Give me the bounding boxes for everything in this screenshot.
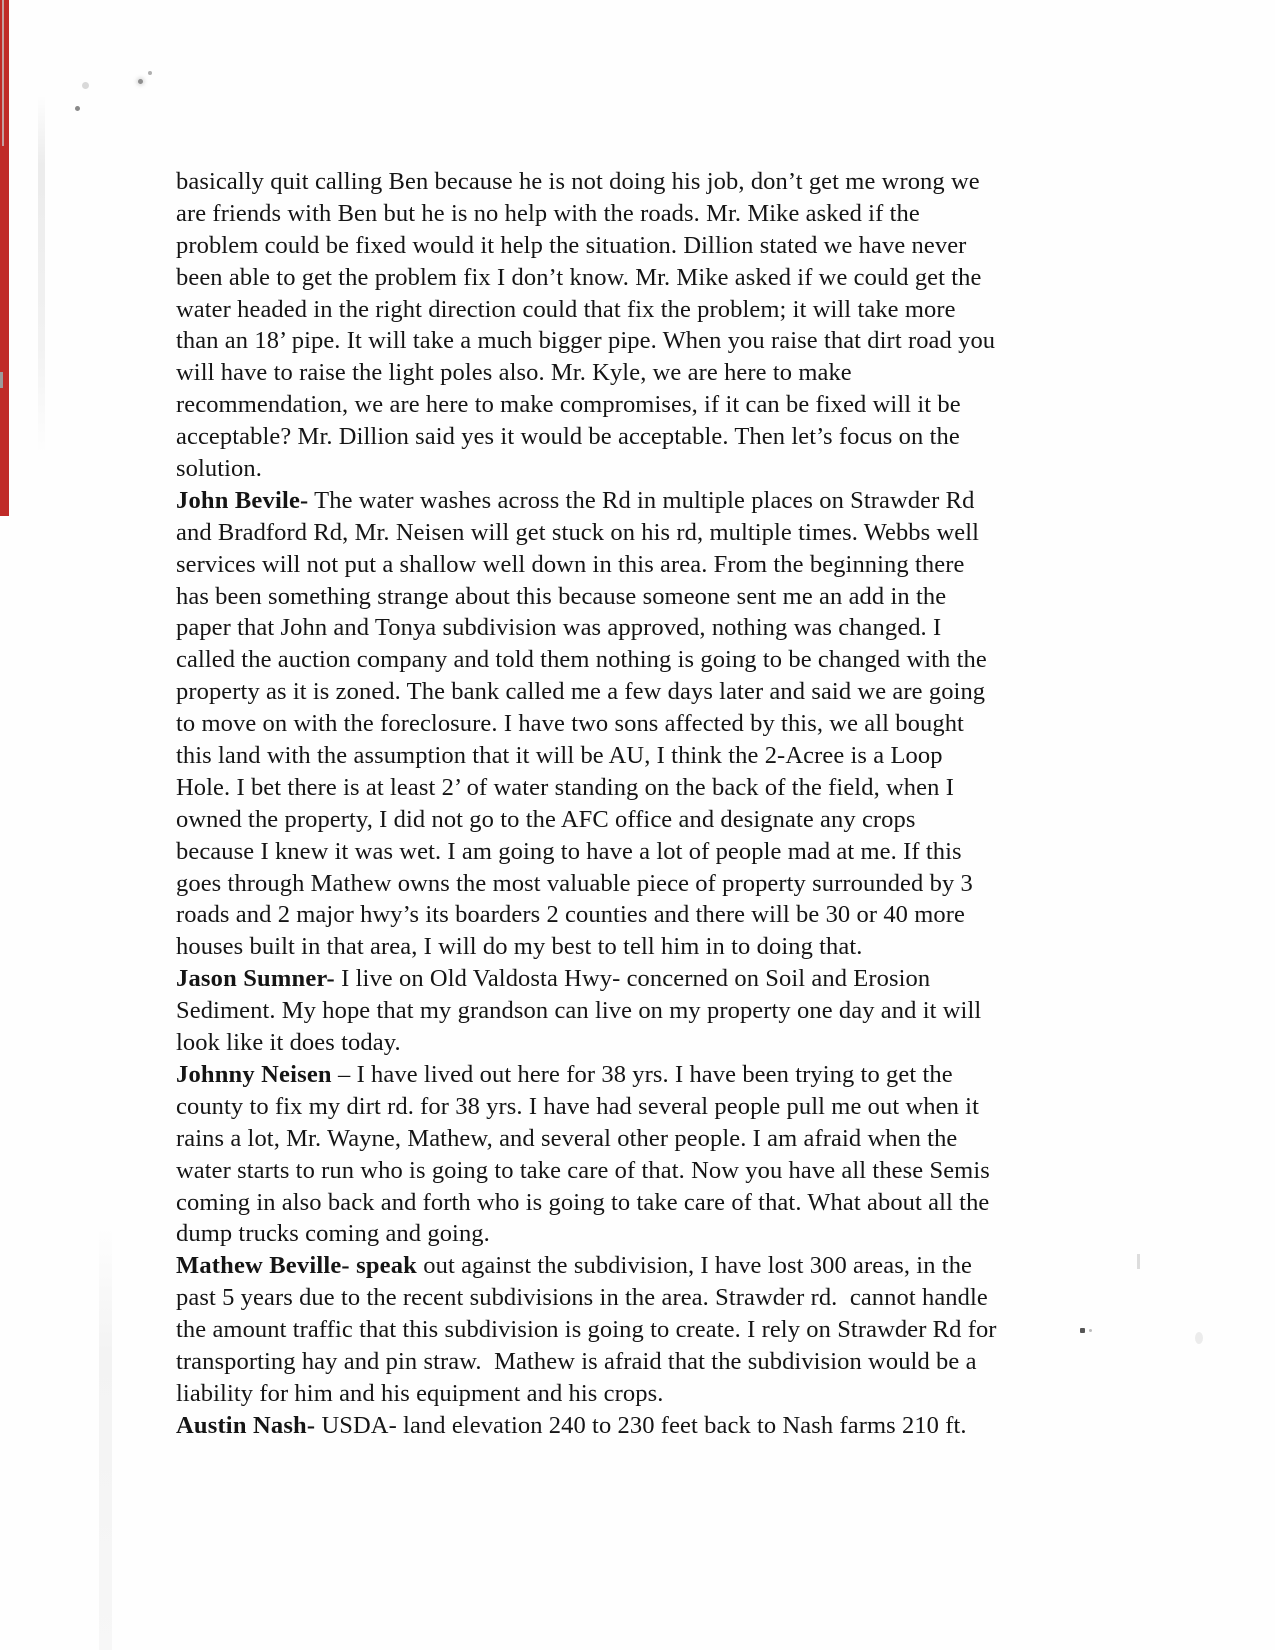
scan-artifact-streak [99, 1225, 112, 1650]
speaker-name: Mathew Beville- speak [176, 1252, 418, 1280]
line-text: solution. [176, 455, 262, 483]
text-line [176, 1155, 1076, 1187]
line-text: problem could be fixed would it help the situation. Dillion stated we have never [176, 231, 967, 259]
text-line [176, 1410, 1076, 1442]
line-text: out against the subdivision, I have lost 300 areas, in the [417, 1252, 973, 1280]
speaker-name: John Bevile- [176, 486, 309, 514]
line-text: rains a lot, Mr. Wayne, Mathew, and several other people. I am afraid when the [176, 1124, 958, 1152]
text-line [176, 1218, 1076, 1250]
line-text: water starts to run who is going to take care of that. Now you have all these Semis [176, 1156, 990, 1184]
text-line [176, 963, 1076, 995]
text-line [176, 1091, 1076, 1123]
text-line [176, 581, 1076, 613]
text-line [176, 708, 1076, 740]
line-text: basically quit calling Ben because he is not doing his job, don’t get me wrong we [176, 168, 980, 195]
text-line [176, 453, 1076, 485]
text-line [176, 1346, 1076, 1378]
line-text: recommendation, we are here to make compromises, if it can be fixed will it be [176, 391, 961, 419]
text-line [176, 1250, 1076, 1282]
text-line [176, 676, 1076, 708]
line-text: – I have lived out here for 38 yrs. I have been trying to get the [331, 1060, 953, 1088]
line-text: and Bradford Rd, Mr. Neisen will get stuck on his rd, multiple times. Webbs well [176, 518, 980, 546]
text-line [176, 262, 1076, 294]
line-text: are friends with Ben but he is no help with the roads. Mr. Mike asked if the [176, 199, 920, 227]
text-line [176, 772, 1076, 804]
text-line [176, 1282, 1076, 1314]
scan-artifact-edge-tick [0, 372, 3, 388]
text-line [176, 899, 1076, 931]
line-text: to move on with the foreclosure. I have two sons affected by this, we all bought [176, 710, 964, 738]
text-line [176, 1059, 1076, 1091]
line-text: services will not put a shallow well down in this area. From the beginning there [176, 550, 965, 578]
text-line [176, 1123, 1076, 1155]
line-text: I live on Old Valdosta Hwy- concerned on Soil and Erosion [334, 965, 931, 993]
text-line [176, 389, 1076, 421]
line-text: roads and 2 major hwy’s its boarders 2 counties and there will be 30 or 40 more [176, 901, 965, 929]
text-line [176, 357, 1076, 389]
text-line [176, 612, 1076, 644]
scan-artifact-speck [1089, 1329, 1092, 1332]
scan-artifact-speck [1195, 1332, 1203, 1344]
scan-artifact-speck [148, 71, 152, 75]
line-text: property as it is zoned. The bank called me a few days later and said we are going [176, 678, 986, 706]
line-text: owned the property, I did not go to the AFC office and designate any crops [176, 805, 916, 833]
line-text: Sediment. My hope that my grandson can live on my property one day and it will [176, 997, 982, 1025]
scan-artifact-dash [1137, 1254, 1140, 1269]
text-line [176, 1314, 1076, 1346]
line-text: has been something strange about this because someone sent me an add in the [176, 582, 947, 610]
text-line [176, 517, 1076, 549]
line-text: Hole. I bet there is at least 2’ of water standing on the back of the field, when I [176, 773, 954, 801]
text-line [176, 644, 1076, 676]
text-line [176, 485, 1076, 517]
line-text: this land with the assumption that it will be AU, I think the 2-Acree is a Loop [176, 742, 943, 770]
scan-artifact-speck [75, 106, 80, 111]
speaker-name: Austin Nash- [176, 1411, 316, 1439]
line-text: liability for him and his equipment and his crops. [176, 1379, 664, 1407]
line-text: houses built in that area, I will do my best to tell him in to doing that. [176, 933, 863, 961]
scan-artifact-speck [82, 82, 89, 89]
line-text: goes through Mathew owns the most valuable piece of property surrounded by 3 [176, 869, 973, 897]
text-line [176, 740, 1076, 772]
text-line [176, 421, 1076, 453]
text-line [176, 1027, 1076, 1059]
text-line [176, 931, 1076, 963]
text-line [176, 836, 1076, 868]
line-text: water headed in the right direction could that fix the problem; it will take more [176, 295, 956, 323]
line-text: paper that John and Tonya subdivision was approved, nothing was changed. I [176, 614, 942, 642]
text-line [176, 549, 1076, 581]
scan-artifact-streak [38, 95, 45, 455]
scan-artifact-speck [138, 79, 143, 84]
minutes-text-block [176, 166, 1076, 1442]
line-text: because I knew it was wet. I am going to have a lot of people mad at me. If this [176, 837, 962, 865]
line-text: county to fix my dirt rd. for 38 yrs. I have had several people pull me out when it [176, 1092, 979, 1120]
line-text: called the auction company and told them nothing is going to be changed with the [176, 646, 987, 674]
text-line [176, 995, 1076, 1027]
text-line [176, 1187, 1076, 1219]
text-line [176, 166, 1076, 198]
line-text: acceptable? Mr. Dillion said yes it would be acceptable. Then let’s focus on the [176, 423, 960, 451]
text-line [176, 804, 1076, 836]
text-line [176, 198, 1076, 230]
line-text: will have to raise the light poles also. Mr. Kyle, we are here to make [176, 359, 852, 387]
text-line [176, 868, 1076, 900]
line-text: The water washes across the Rd in multiple places on Strawder Rd [308, 486, 975, 514]
text-line [176, 325, 1076, 357]
speaker-name: Johnny Neisen [176, 1060, 332, 1088]
line-text: dump trucks coming and going. [176, 1220, 490, 1248]
scan-artifact-speck [1080, 1328, 1085, 1333]
line-text: look like it does today. [176, 1029, 401, 1057]
line-text: USDA- land elevation 240 to 230 feet back to Nash farms 210 ft. [315, 1411, 967, 1439]
line-text: past 5 years due to the recent subdivisions in the area. Strawder rd. cannot handle [176, 1284, 988, 1312]
line-text: transporting hay and pin straw. Mathew is afraid that the subdivision would be a [176, 1347, 977, 1375]
scan-artifact-edge-line [2, 0, 4, 146]
text-line [176, 294, 1076, 326]
line-text: been able to get the problem fix I don’t know. Mr. Mike asked if we could get the [176, 263, 982, 291]
line-text: the amount traffic that this subdivision is going to create. I rely on Strawder Rd for [176, 1316, 997, 1344]
line-text: coming in also back and forth who is going to take care of that. What about all the [176, 1188, 990, 1216]
speaker-name: Jason Sumner- [176, 965, 335, 993]
line-text: than an 18’ pipe. It will take a much bigger pipe. When you raise that dirt road you [176, 327, 996, 355]
text-line [176, 1378, 1076, 1410]
text-line [176, 230, 1076, 262]
